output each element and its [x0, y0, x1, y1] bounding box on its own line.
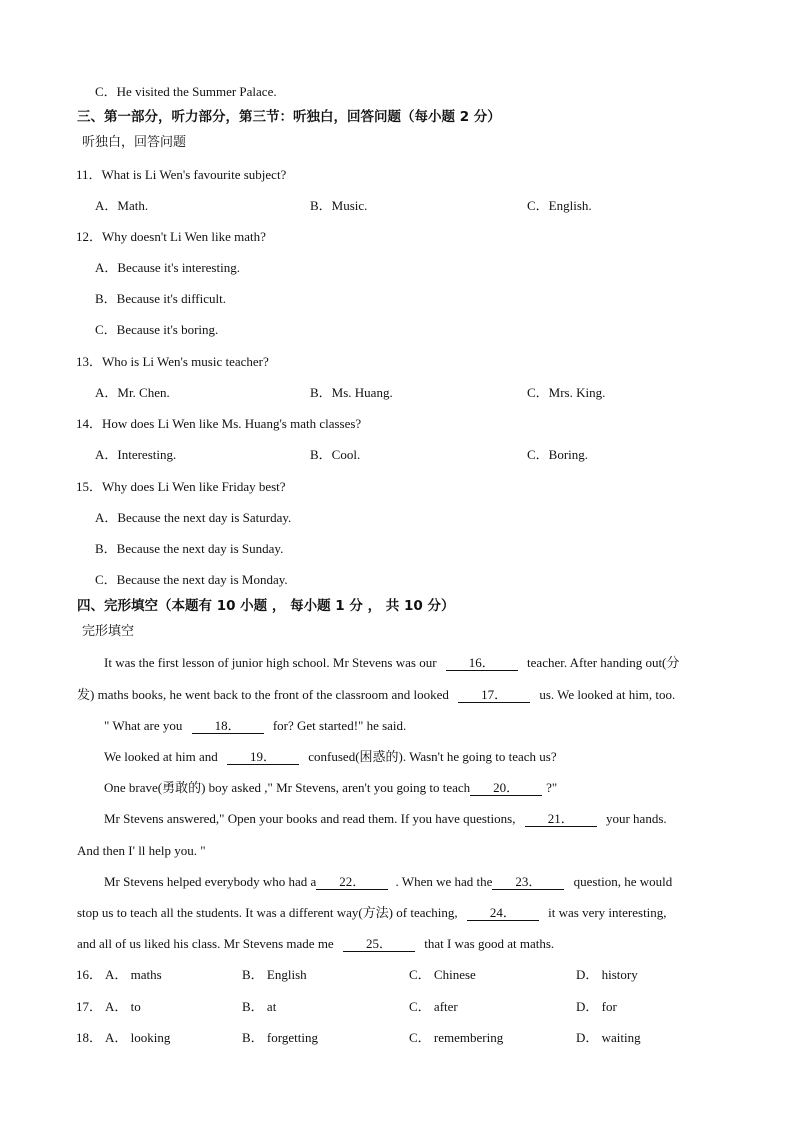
blank-20: 20． [470, 781, 542, 796]
q12-option-b: B．Because it's difficult. [95, 291, 226, 306]
answer-17-number: 17． [76, 999, 103, 1014]
q15-option-b: B．Because the next day is Sunday. [95, 541, 284, 556]
q12-option-c: C．Because it's boring. [95, 322, 219, 337]
blank-19: 19． [227, 750, 299, 765]
section4-subheading: 完形填空 [82, 624, 135, 639]
question-12: 12．Why doesn't Li Wen like math? [76, 229, 266, 244]
blank-18: 18． [192, 719, 264, 734]
answer-17-option-c: C． after [409, 999, 458, 1014]
passage-line-5: One brave(勇敢的) boy asked ," Mr Stevens, aren't you going to teach 20． ?" [104, 780, 558, 795]
q11-option-a: A．Math. [95, 198, 149, 213]
answer-16-option-c: C． Chinese [409, 967, 476, 982]
answer-18-option-d: D． waiting [576, 1030, 641, 1045]
answer-18-number: 18． [76, 1030, 103, 1045]
blank-23: 23． [492, 875, 564, 890]
passage-line-6: Mr Stevens answered," Open your books and read them. If you have questions, 21． your hands. [104, 811, 667, 826]
question-15: 15．Why does Li Wen like Friday best? [76, 479, 286, 494]
section3-subheading: 听独白，回答问题 [82, 135, 187, 150]
answer-18-option-a: A． looking [105, 1030, 171, 1045]
q13-option-b: B．Ms. Huang. [310, 385, 393, 400]
answer-17-option-b: B． at [242, 999, 277, 1014]
passage-line-1: It was the first lesson of junior high school. Mr Stevens was our 16． teacher. After handing out(分 [104, 655, 680, 670]
question-13: 13．Who is Li Wen's music teacher? [76, 354, 269, 369]
answer-18-option-b: B． forgetting [242, 1030, 318, 1045]
q14-option-b: B．Cool. [310, 447, 361, 462]
passage-line-8: Mr Stevens helped everybody who had a 22． . When we had the 23． question, he would [104, 874, 673, 889]
passage-line-7: And then I' ll help you. " [77, 843, 206, 858]
answer-17-option-a: A． to [105, 999, 141, 1014]
q11-option-b: B．Music. [310, 198, 368, 213]
question-14: 14．How does Li Wen like Ms. Huang's math classes? [76, 416, 362, 431]
q14-option-c: C．Boring. [527, 447, 589, 462]
passage-line-2: 发) maths books, he went back to the front of the classroom and looked 17． us. We looked at him, too. [77, 687, 676, 702]
passage-line-10: and all of us liked his class. Mr Stevens made me 25． that I was good at maths. [77, 936, 555, 951]
section4-heading: 四、完形填空（本题有 10 小题 ， 每小题 1 分 ， 共 10 分） [77, 598, 455, 614]
blank-17: 17． [458, 688, 530, 703]
prev-question-option-c: C．He visited the Summer Palace. [95, 84, 277, 99]
answer-17-option-d: D． for [576, 999, 617, 1014]
blank-16: 16． [446, 656, 518, 671]
passage-line-4: We looked at him and 19． confused(困惑的). Wasn't he going to teach us? [104, 749, 557, 764]
answer-16-number: 16． [76, 967, 103, 982]
blank-25: 25． [343, 937, 415, 952]
q15-option-a: A．Because the next day is Saturday. [95, 510, 292, 525]
q15-option-c: C．Because the next day is Monday. [95, 572, 288, 587]
blank-24: 24． [467, 906, 539, 921]
passage-line-9: stop us to teach all the students. It was a different way(方法) of teaching, 24． it was very interesting, [77, 905, 667, 920]
q14-option-a: A．Interesting. [95, 447, 177, 462]
answer-18-option-c: C． remembering [409, 1030, 504, 1045]
q11-option-c: C．English. [527, 198, 592, 213]
answer-16-option-a: A． maths [105, 967, 162, 982]
section3-heading: 三、第一部分，听力部分，第三节：听独白，回答问题（每小题 2 分） [77, 109, 501, 125]
q13-option-c: C．Mrs. King. [527, 385, 606, 400]
answer-16-option-b: B． English [242, 967, 307, 982]
passage-line-3: " What are you 18． for? Get started!" he said. [104, 718, 407, 733]
answer-16-option-d: D． history [576, 967, 638, 982]
blank-21: 21． [525, 812, 597, 827]
blank-22: 22． [316, 875, 388, 890]
question-11: 11．What is Li Wen's favourite subject? [76, 167, 287, 182]
q13-option-a: A．Mr. Chen. [95, 385, 170, 400]
q12-option-a: A．Because it's interesting. [95, 260, 240, 275]
